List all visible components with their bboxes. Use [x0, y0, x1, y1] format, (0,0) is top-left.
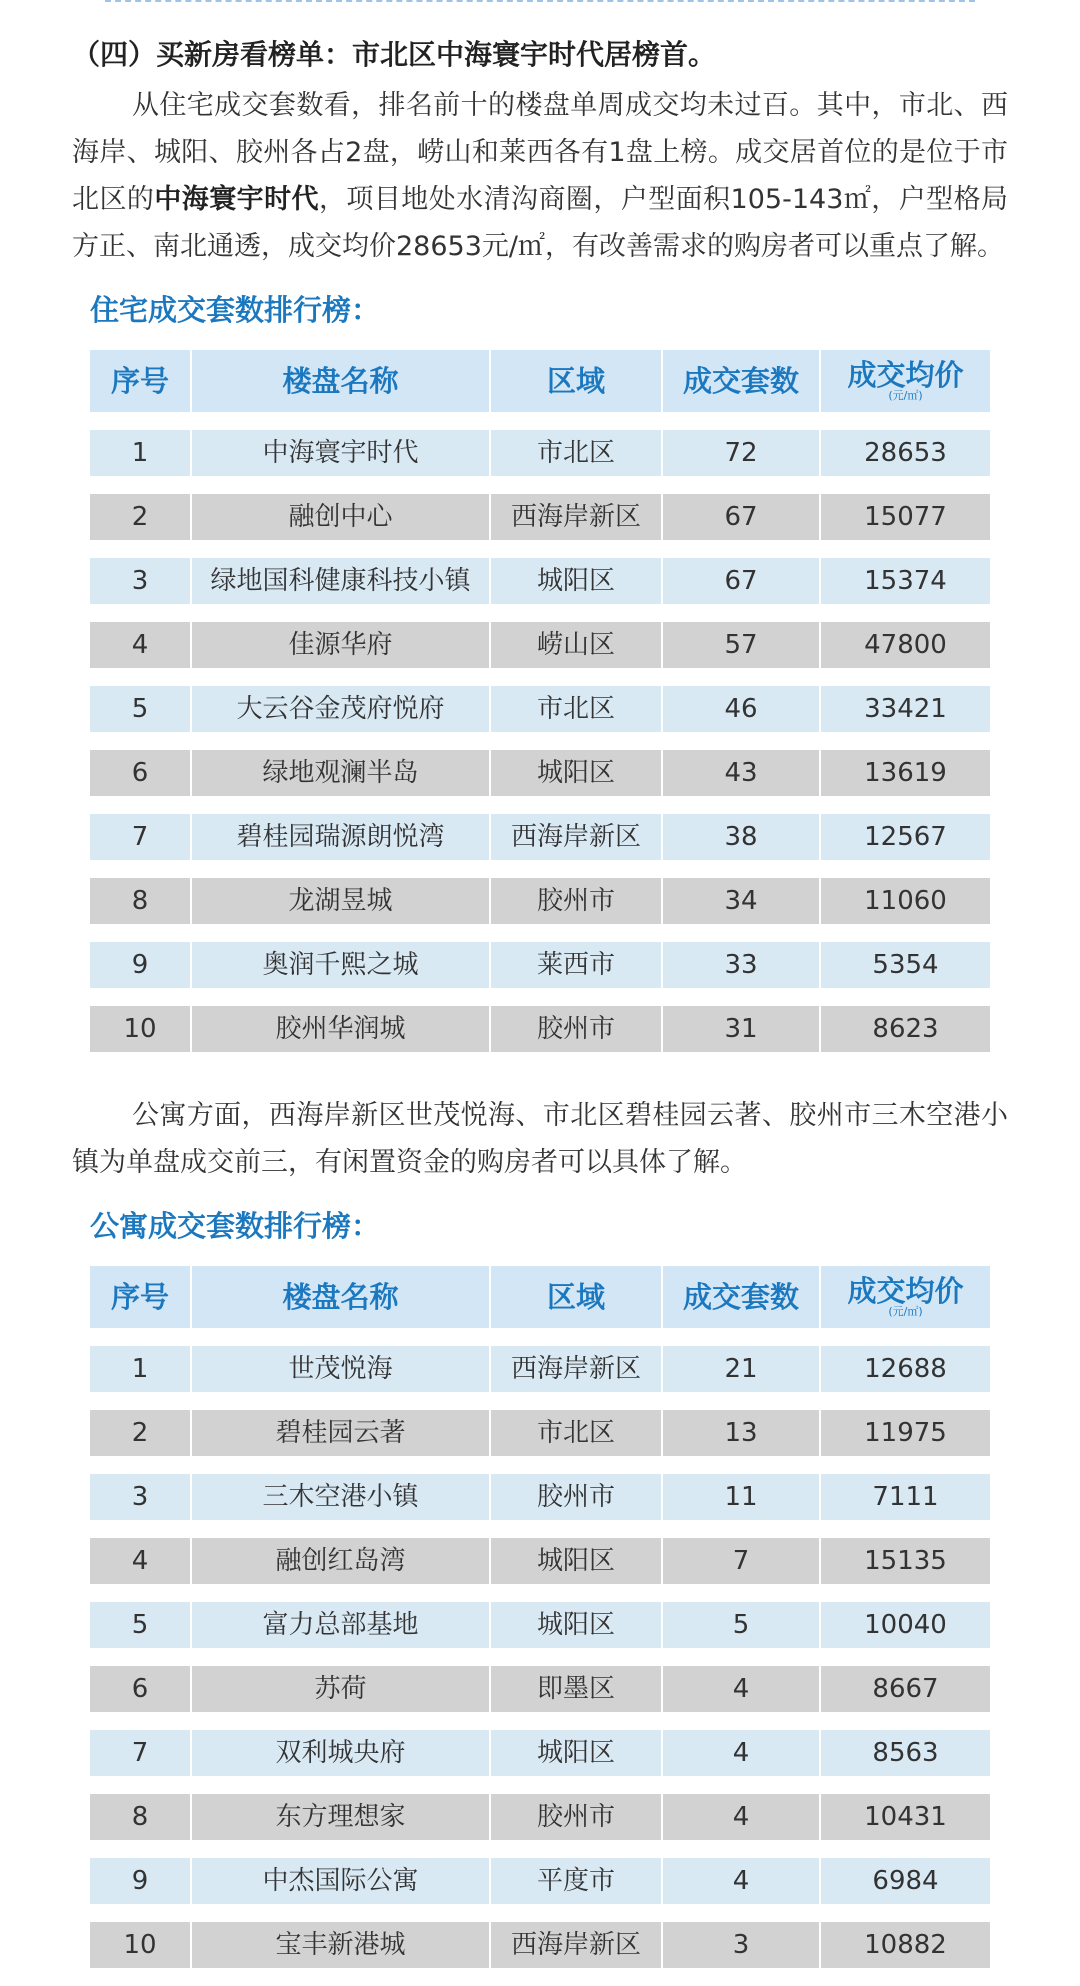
cell-rank: 9 [90, 1858, 192, 1922]
table-row [90, 1730, 990, 1794]
cell-name: 东方理想家 [192, 1794, 491, 1858]
cell-district: 城阳区 [491, 750, 663, 814]
cell-district: 胶州市 [491, 1474, 663, 1538]
table-row [90, 1538, 990, 1602]
cell-district: 西海岸新区 [491, 814, 663, 878]
cell-units: 31 [663, 1006, 821, 1070]
cell-price: 12688 [821, 1346, 990, 1410]
cell-name: 碧桂园云著 [192, 1410, 491, 1474]
cell-name: 宝丰新港城 [192, 1922, 491, 1986]
cell-name: 融创红岛湾 [192, 1538, 491, 1602]
table-row [90, 558, 990, 622]
header-price-label: 成交均价 [847, 1274, 964, 1308]
cell-name: 苏荷 [192, 1666, 491, 1730]
cell-units: 4 [663, 1794, 821, 1858]
cell-name: 中海寰宇时代 [192, 430, 491, 494]
cell-district: 胶州市 [491, 1794, 663, 1858]
cell-units: 4 [663, 1666, 821, 1730]
cell-district: 胶州市 [491, 1006, 663, 1070]
cell-name: 碧桂园瑞源朗悦湾 [192, 814, 491, 878]
cell-district: 即墨区 [491, 1666, 663, 1730]
table-header-row [90, 1266, 990, 1328]
cell-district: 莱西市 [491, 942, 663, 1006]
table-row [90, 1666, 990, 1730]
header-name: 楼盘名称 [192, 350, 491, 412]
header-district: 区域 [491, 350, 663, 412]
cell-rank: 10 [90, 1006, 192, 1070]
cell-district: 平度市 [491, 1858, 663, 1922]
cell-units: 11 [663, 1474, 821, 1538]
cell-rank: 3 [90, 558, 192, 622]
residential-table-title: 住宅成交套数排行榜： [90, 293, 381, 327]
cell-price: 8623 [821, 1006, 990, 1070]
cell-district: 胶州市 [491, 878, 663, 942]
cell-rank: 6 [90, 1666, 192, 1730]
highlight-project: 中海寰宇时代 [154, 184, 319, 215]
cell-units: 72 [663, 430, 821, 494]
cell-price: 12567 [821, 814, 990, 878]
cell-rank: 7 [90, 814, 192, 878]
cell-price: 7111 [821, 1474, 990, 1538]
cell-units: 3 [663, 1922, 821, 1986]
cell-district: 城阳区 [491, 1538, 663, 1602]
cell-price: 8667 [821, 1666, 990, 1730]
header-name: 楼盘名称 [192, 1266, 491, 1328]
cell-price: 11060 [821, 878, 990, 942]
cell-rank: 3 [90, 1474, 192, 1538]
cell-district: 市北区 [491, 686, 663, 750]
table-row [90, 1006, 990, 1070]
cell-price: 28653 [821, 430, 990, 494]
cell-units: 7 [663, 1538, 821, 1602]
cell-price: 47800 [821, 622, 990, 686]
table-row [90, 430, 990, 494]
cell-district: 城阳区 [491, 558, 663, 622]
cell-rank: 7 [90, 1730, 192, 1794]
cell-units: 5 [663, 1602, 821, 1666]
table-row [90, 814, 990, 878]
cell-name: 胶州华润城 [192, 1006, 491, 1070]
cell-rank: 2 [90, 1410, 192, 1474]
cell-units: 21 [663, 1346, 821, 1410]
cell-rank: 5 [90, 686, 192, 750]
apartment-table-title: 公寓成交套数排行榜： [90, 1209, 381, 1243]
cell-units: 46 [663, 686, 821, 750]
cell-rank: 9 [90, 942, 192, 1006]
table-row [90, 494, 990, 558]
cell-name: 融创中心 [192, 494, 491, 558]
header-price-unit: (元/㎡) [888, 389, 923, 402]
table-row [90, 878, 990, 942]
cell-name: 龙湖昱城 [192, 878, 491, 942]
cell-name: 绿地国科健康科技小镇 [192, 558, 491, 622]
table-row [90, 750, 990, 814]
table-row [90, 1794, 990, 1858]
cell-units: 13 [663, 1410, 821, 1474]
cell-rank: 6 [90, 750, 192, 814]
cell-units: 67 [663, 558, 821, 622]
cell-price: 5354 [821, 942, 990, 1006]
cell-price: 15374 [821, 558, 990, 622]
cell-units: 33 [663, 942, 821, 1006]
article-content [0, 30, 1080, 1986]
header-price-label: 成交均价 [847, 358, 964, 392]
header-rank: 序号 [90, 1266, 192, 1328]
cell-price: 33421 [821, 686, 990, 750]
cell-units: 4 [663, 1858, 821, 1922]
cell-rank: 8 [90, 1794, 192, 1858]
cell-price: 15135 [821, 1538, 990, 1602]
cell-rank: 5 [90, 1602, 192, 1666]
cell-rank: 8 [90, 878, 192, 942]
table-row [90, 942, 990, 1006]
intro-text-a: 从住宅成交套数看，排名前十的楼盘单周成交均未过百。其中，市北、西海岸、城阳、胶州各占2盘，崂山和莱西各有1盘上榜。成交居首位的是位于市北区的 [72, 90, 1008, 215]
cell-price: 8563 [821, 1730, 990, 1794]
section-heading: （四）买新房看榜单：市北区中海寰宇时代居榜首。 [72, 38, 717, 71]
table-row [90, 1602, 990, 1666]
intro-paragraph [72, 82, 1008, 270]
cell-name: 三木空港小镇 [192, 1474, 491, 1538]
table-row [90, 1858, 990, 1922]
table-row [90, 622, 990, 686]
cell-name: 双利城央府 [192, 1730, 491, 1794]
cell-name: 富力总部基地 [192, 1602, 491, 1666]
cell-district: 西海岸新区 [491, 1922, 663, 1986]
intro-text-b: ，项目地处水清沟商圈，户型面积105-143㎡，户型格局方正、南北通透，成交均价28653元/㎡，有改善需求的购房者可以重点了解。 [72, 184, 1009, 262]
header-district: 区域 [491, 1266, 663, 1328]
cell-units: 34 [663, 878, 821, 942]
cell-rank: 1 [90, 1346, 192, 1410]
cell-rank: 2 [90, 494, 192, 558]
cell-name: 奥润千熙之城 [192, 942, 491, 1006]
cell-district: 西海岸新区 [491, 494, 663, 558]
apartment-paragraph: 公寓方面，西海岸新区世茂悦海、市北区碧桂园云著、胶州市三木空港小镇为单盘成交前三，有闲置资金的购房者可以具体了解。 [72, 1100, 1008, 1178]
header-price [821, 1266, 990, 1328]
table-header-row [90, 350, 990, 412]
cell-units: 4 [663, 1730, 821, 1794]
cell-name: 佳源华府 [192, 622, 491, 686]
cell-district: 市北区 [491, 1410, 663, 1474]
cell-price: 15077 [821, 494, 990, 558]
cell-district: 崂山区 [491, 622, 663, 686]
cell-units: 57 [663, 622, 821, 686]
header-units: 成交套数 [663, 1266, 821, 1328]
cell-units: 38 [663, 814, 821, 878]
table-row [90, 1922, 990, 1986]
cell-name: 中杰国际公寓 [192, 1858, 491, 1922]
table-row [90, 1410, 990, 1474]
cell-price: 10040 [821, 1602, 990, 1666]
header-price-unit: (元/㎡) [888, 1305, 923, 1318]
cell-rank: 4 [90, 622, 192, 686]
cell-name: 大云谷金茂府悦府 [192, 686, 491, 750]
cell-price: 11975 [821, 1410, 990, 1474]
cell-price: 10431 [821, 1794, 990, 1858]
header-units: 成交套数 [663, 350, 821, 412]
table-row [90, 1346, 990, 1410]
cell-district: 城阳区 [491, 1602, 663, 1666]
cell-units: 43 [663, 750, 821, 814]
apartment-ranking-table [90, 1266, 990, 1986]
header-price [821, 350, 990, 412]
cell-units: 67 [663, 494, 821, 558]
cell-rank: 4 [90, 1538, 192, 1602]
cell-rank: 10 [90, 1922, 192, 1986]
cell-name: 世茂悦海 [192, 1346, 491, 1410]
header-rank: 序号 [90, 350, 192, 412]
cell-rank: 1 [90, 430, 192, 494]
table-row [90, 686, 990, 750]
cell-price: 10882 [821, 1922, 990, 1986]
residential-ranking-table [90, 350, 990, 1070]
cell-district: 市北区 [491, 430, 663, 494]
cell-district: 城阳区 [491, 1730, 663, 1794]
top-dashed-rule [105, 0, 975, 2]
cell-price: 13619 [821, 750, 990, 814]
table-row [90, 1474, 990, 1538]
cell-price: 6984 [821, 1858, 990, 1922]
cell-name: 绿地观澜半岛 [192, 750, 491, 814]
cell-district: 西海岸新区 [491, 1346, 663, 1410]
